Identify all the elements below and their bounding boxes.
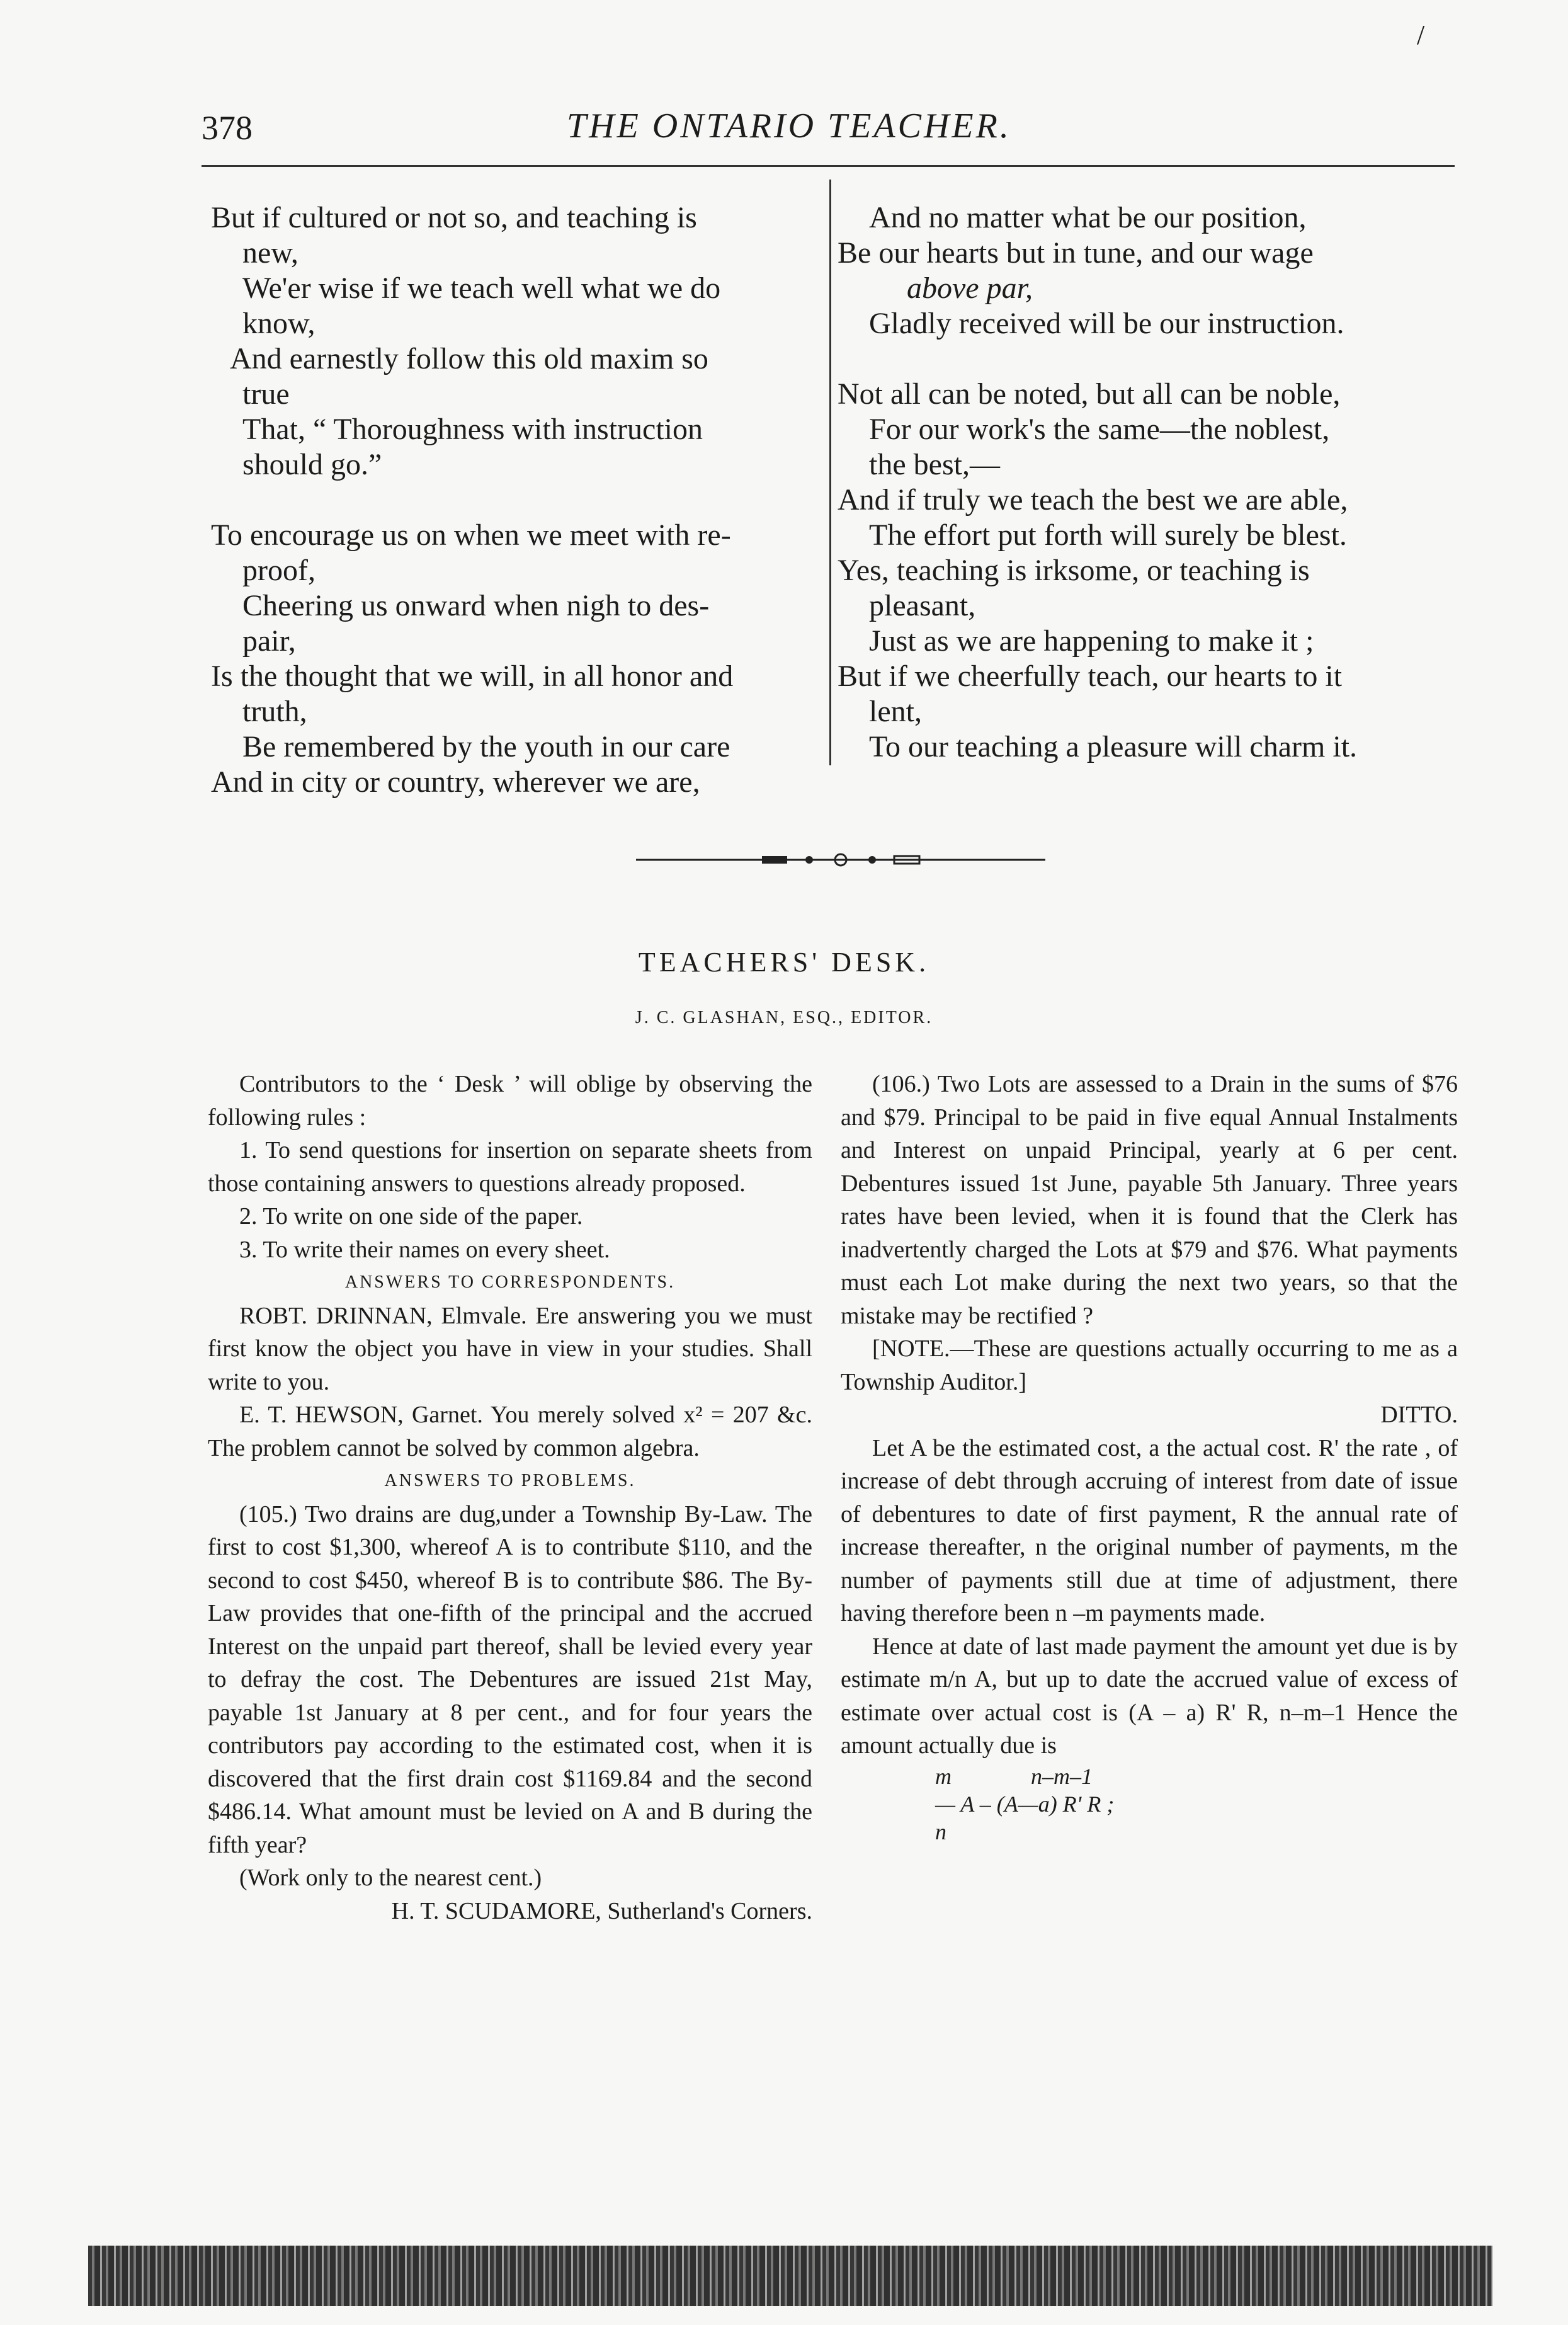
teachers-desk-right-column bbox=[841, 1068, 1458, 1846]
paragraph: E. T. HEWSON, Garnet. You merely solved x² = 207 &c. The problem cannot be solved by common algebra. bbox=[208, 1402, 812, 1461]
corner-mark: / bbox=[1417, 20, 1425, 50]
section-title: TEACHERS' DESK. bbox=[638, 947, 930, 978]
poem-left-column bbox=[211, 200, 815, 800]
poem-line: But if cultured or not so, and teaching is bbox=[211, 201, 697, 234]
formula: m n–m–1 — A – (A—a) R' R ; n bbox=[935, 1763, 1115, 1844]
poem-line: That, “ Thoroughness with instruction bbox=[242, 413, 703, 446]
poem-line: new, bbox=[242, 236, 298, 270]
header-rule bbox=[202, 165, 1455, 167]
poem-line: should go.” bbox=[242, 448, 382, 481]
poem-line: And no matter what be our position, bbox=[869, 201, 1307, 234]
paragraph: (106.) Two Lots are assessed to a Drain in the sums of $76 and $79. Principal to be paid in five equal Annual Instalments and Interest on unpaid Principal, yearly at 6 per cent. Debentures issued 1st June, payable 5th January. Three years rates have been levied, when it is found that the Clerk has inadvertently charged the Lots at $79 and $76. What payments must each Lot make during the next two years, so that the mistake may be rectified ? bbox=[841, 1071, 1458, 1329]
paragraph: 2. To write on one side of the paper. bbox=[239, 1203, 583, 1230]
poem-line: pair, bbox=[242, 624, 296, 658]
editor-line: J. C. GLASHAN, ESQ., EDITOR. bbox=[635, 1008, 933, 1027]
poem-line: Not all can be noted, but all can be noble, bbox=[838, 377, 1341, 411]
running-title: THE ONTARIO TEACHER. bbox=[567, 106, 1011, 146]
poem-line: know, bbox=[242, 307, 315, 340]
paragraph: (105.) Two drains are dug,under a Township By-Law. The first to cost $1,300, whereof A is to contribute $110, and the second to cost $450, whereof B is to contribute $86. The By-Law provides that one-fifth of the principal and the accrued Interest on the unpaid part thereof, shall be levied every year to defray the cost. The Debentures are issued 21st May, payable 1st January at 8 per cent., and for four years the contributors pay according to the estimated cost, when it is discovered that the first drain cost $1169.84 and the second $486.14. What amount must be levied on A and B during the fifth year? bbox=[208, 1500, 812, 1858]
poem-line: And earnestly follow this old maxim so bbox=[230, 342, 708, 375]
poem-line: To our teaching a pleasure will charm it. bbox=[869, 730, 1358, 763]
poem-right-column bbox=[838, 200, 1455, 765]
paragraph: [NOTE.—These are questions actually occurring to me as a Township Auditor.] bbox=[841, 1335, 1458, 1395]
poem-line: true bbox=[242, 377, 290, 411]
poem-column-rule bbox=[829, 180, 831, 765]
paragraph: H. T. SCUDAMORE, Sutherland's Corners. bbox=[391, 1897, 812, 1924]
subsection-heading: ANSWERS TO CORRESPONDENTS. bbox=[344, 1272, 676, 1292]
paragraph: Contributors to the ‘ Desk ’ will oblige by observing the following rules : bbox=[208, 1071, 812, 1131]
page-number: 378 bbox=[202, 109, 253, 147]
scan-edge-band bbox=[88, 2246, 1492, 2306]
paragraph: (Work only to the nearest cent.) bbox=[239, 1865, 542, 1891]
poem-line: truth, bbox=[242, 695, 307, 728]
paragraph: ROBT. DRINNAN, Elmvale. Ere answering you we must first know the object you have in view in your studies. Shall write to you. bbox=[208, 1302, 812, 1395]
poem-line: pleasant, bbox=[869, 589, 976, 622]
poem-line: The effort put forth will surely be blest. bbox=[869, 518, 1347, 552]
paragraph: DITTO. bbox=[1380, 1402, 1458, 1428]
paragraph: 1. To send questions for insertion on separate sheets from those containing answers to questions already proposed. bbox=[208, 1137, 812, 1197]
poem-line: Cheering us onward when nigh to des- bbox=[242, 589, 710, 622]
teachers-desk-left-column bbox=[208, 1068, 812, 1928]
paragraph: Let A be the estimated cost, a the actual cost. R' the rate , of increase of debt through accruing of interest from date of issue of debentures to date of first payment, R the annual rate of increase thereafter, n the original number of payments, m the number of payments still due at time of adjustment, there having therefore been n –m payments made. bbox=[841, 1434, 1458, 1626]
paragraph: Hence at date of last made payment the amount yet due is by estimate m/n A, but up to date the accrued value of excess of estimate over actual cost is (A – a) R' R, n–m–1 Hence the amount actually due is bbox=[841, 1633, 1458, 1759]
poem-line: lent, bbox=[869, 695, 922, 728]
ornament-divider bbox=[636, 850, 1045, 869]
poem-line: Gladly received will be our instruction. bbox=[869, 307, 1344, 340]
poem-line: And in city or country, wherever we are, bbox=[211, 765, 700, 799]
poem-line: And if truly we teach the best we are able, bbox=[838, 483, 1348, 517]
poem-line: But if we cheerfully teach, our hearts to it bbox=[838, 660, 1343, 693]
poem-line: Just as we are happening to make it ; bbox=[869, 624, 1314, 658]
poem-line: Yes, teaching is irksome, or teaching is bbox=[838, 554, 1310, 587]
stanza-break bbox=[838, 341, 1455, 377]
poem-line: proof, bbox=[242, 554, 315, 587]
subsection-heading: ANSWERS TO PROBLEMS. bbox=[384, 1471, 636, 1490]
paragraph: 3. To write their names on every sheet. bbox=[239, 1236, 610, 1263]
poem-line: For our work's the same—the noblest, bbox=[869, 413, 1330, 446]
poem-line: the best,— bbox=[869, 448, 1000, 481]
poem-line: We'er wise if we teach well what we do bbox=[242, 271, 721, 305]
stanza-break bbox=[211, 483, 815, 518]
poem-line: Be remembered by the youth in our care bbox=[242, 730, 730, 763]
poem-line: Be our hearts but in tune, and our wage bbox=[838, 236, 1314, 270]
poem-line: Is the thought that we will, in all honor and bbox=[211, 660, 734, 693]
poem-line: above par, bbox=[907, 271, 1033, 305]
poem-line: To encourage us on when we meet with re- bbox=[211, 518, 731, 552]
